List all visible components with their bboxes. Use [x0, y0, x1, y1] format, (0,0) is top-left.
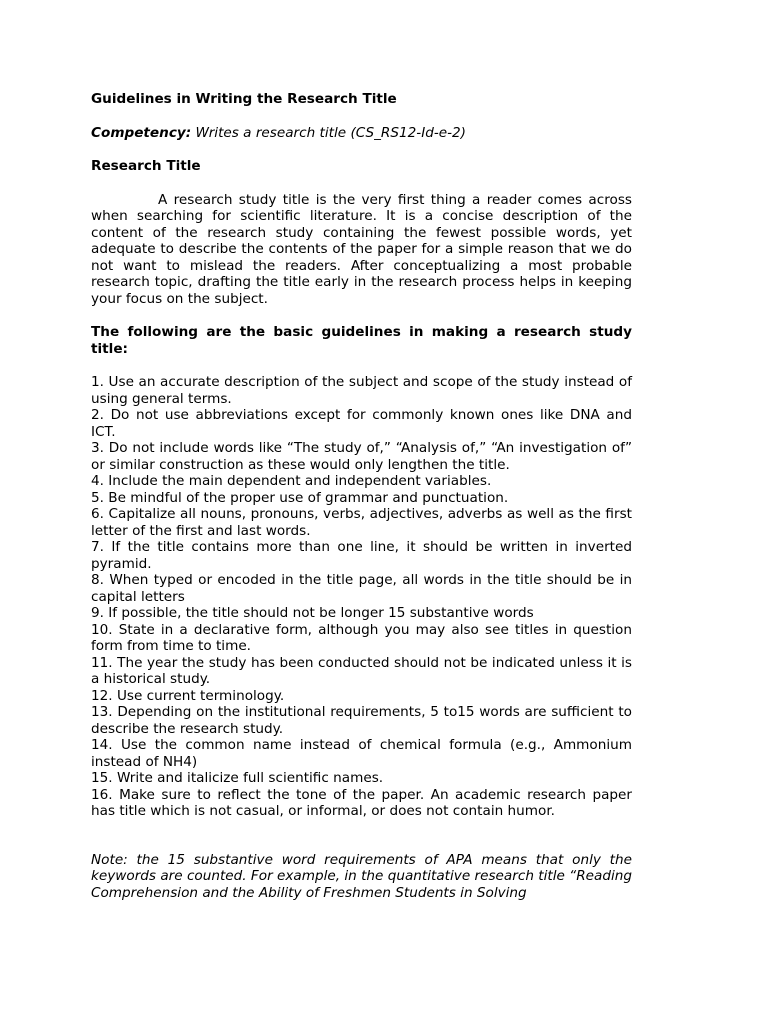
- competency-text: Writes a research title (CS_RS12-Id-e-2): [195, 124, 466, 141]
- list-item: 14. Use the common name instead of chemical formula (e.g., Ammonium instead of NH4): [91, 737, 632, 770]
- list-item: 6. Capitalize all nouns, pronouns, verbs, adjectives, adverbs as well as the first letter of the first and last words.: [91, 506, 632, 539]
- list-item: 4. Include the main dependent and independent variables.: [91, 473, 492, 489]
- intro-paragraph: A research study title is the very first thing a reader comes across when searching for scientific literature. It is a concise description of the content of the research study containing the fewest possible words, yet adequate to describe the contents of the paper for a simple reason that we do not want to mislead the readers. After conceptualizing a most probable research topic, drafting the title early in the research process helps in keeping your focus on the subject.: [91, 191, 632, 307]
- list-item: 10. State in a declarative form, although you may also see titles in question form from time to time.: [91, 621, 632, 654]
- list-item: 8. When typed or encoded in the title page, all words in the title should be in capital letters: [91, 572, 632, 605]
- list-item: 7. If the title contains more than one line, it should be written in inverted pyramid.: [91, 539, 632, 572]
- section-heading: Research Title: [91, 158, 201, 174]
- competency-label: Competency:: [91, 124, 192, 141]
- document-title: Guidelines in Writing the Research Title: [91, 91, 397, 107]
- list-item: 9. If possible, the title should not be longer 15 substantive words: [91, 605, 534, 621]
- list-item: 13. Depending on the institutional requirements, 5 to15 words are sufficient to describe the research study.: [91, 704, 632, 737]
- document-page: [91, 91, 632, 901]
- list-item: 5. Be mindful of the proper use of grammar and punctuation.: [91, 489, 509, 506]
- list-item: 1. Use an accurate description of the subject and scope of the study instead of using general terms.: [91, 374, 632, 407]
- guidelines-intro: The following are the basic guidelines in making a research study title:: [91, 324, 632, 357]
- guidelines-list: [91, 374, 632, 820]
- list-item: 2. Do not use abbreviations except for commonly known ones like DNA and ICT.: [91, 407, 632, 440]
- list-item: 15. Write and italicize full scientific names.: [91, 770, 384, 786]
- list-item: 16. Make sure to reflect the tone of the paper. An academic research paper has title which is not casual, or informal, or does not contain humor.: [91, 786, 632, 819]
- list-item: 11. The year the study has been conducted should not be indicated unless it is a historical study.: [91, 654, 632, 687]
- list-item: 12. Use current terminology.: [91, 687, 285, 704]
- competency-line: [91, 125, 632, 142]
- note-paragraph: Note: the 15 substantive word requirements of APA means that only the keywords are counted. For example, in the quantitative research title “Reading Comprehension and the Ability of Freshmen Students in Solving: [91, 851, 632, 901]
- list-item: 3. Do not include words like “The study of,” “Analysis of,” “An investigation of” or similar construction as these would only lengthen the title.: [91, 440, 632, 473]
